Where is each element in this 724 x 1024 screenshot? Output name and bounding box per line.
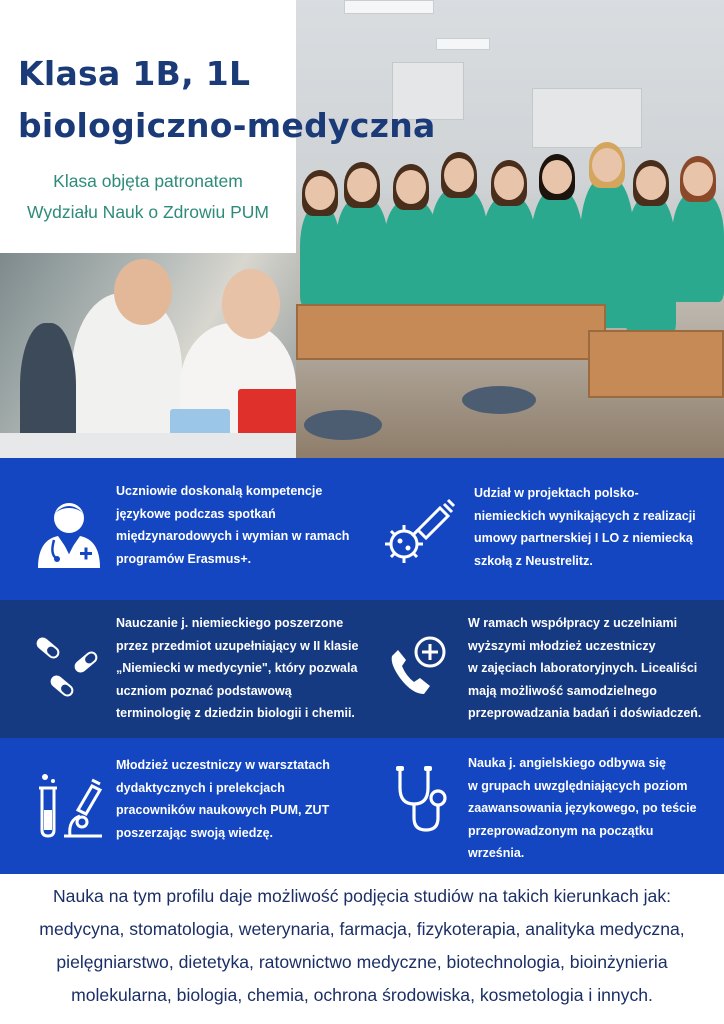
item-line: szkołą z Neustrelitz.	[474, 553, 593, 568]
info-item-workshops	[116, 754, 378, 844]
student	[430, 188, 488, 310]
lab-work-photo	[0, 253, 296, 458]
item-line: wyższymi młodzież uczestniczy	[468, 638, 656, 653]
page-title	[18, 48, 488, 152]
footer-line: molekularna, biologia, chemia, ochrona środowiska, kosmetologia i innych.	[71, 985, 653, 1005]
info-item-english	[468, 752, 720, 865]
item-line: Młodzież uczestniczy w warsztatach	[116, 758, 330, 772]
subtitle-line: Wydziału Nauk o Zdrowiu PUM	[26, 202, 269, 222]
lab-table	[296, 304, 606, 360]
lab-table	[588, 330, 724, 398]
item-line: językowe podczas spotkań	[116, 506, 276, 521]
lab-stool	[304, 410, 382, 440]
info-item-university-labs	[468, 612, 720, 725]
item-line: umowy partnerskiej I LO z niemiecką	[474, 531, 693, 545]
item-line: zaawansowania językowego, po teście	[468, 801, 697, 815]
stethoscope-icon	[392, 764, 450, 836]
student-head	[222, 269, 280, 339]
doctor-icon	[34, 496, 104, 570]
item-line: terminologię z dziedzin biologii i chemii.	[116, 706, 355, 720]
student	[672, 192, 724, 302]
ceiling-lamp	[344, 0, 434, 14]
item-line: przeprowadzonym na początku	[468, 823, 654, 838]
pills-icon	[34, 630, 104, 702]
item-line: września.	[468, 846, 525, 860]
footer-line: Nauka na tym profilu daje możliwość podjęcia studiów na takich kierunkach jak:	[52, 886, 672, 906]
item-line: programów Erasmus+.	[116, 551, 252, 566]
item-line: pracowników naukowych PUM, ZUT	[116, 803, 330, 817]
phone-plus-icon	[384, 634, 450, 700]
item-line: mają możliwość samodzielnego	[468, 683, 657, 698]
item-line: Udział w projektach polsko-	[474, 486, 639, 500]
item-line: W ramach współpracy z uczelniami	[468, 616, 678, 630]
patronage-subtitle	[0, 166, 296, 228]
info-item-erasmus	[116, 480, 376, 570]
item-line: „Niemiecki w medycynie", który pozwala	[116, 661, 358, 675]
virus-syringe-icon	[378, 490, 458, 572]
footer-line: medycyna, stomatologia, weterynaria, farmacja, fizykoterapia, analityka medyczna,	[39, 919, 685, 939]
study-directions-footer	[0, 876, 724, 1024]
wall-cabinet	[532, 88, 642, 148]
item-line: uczniom poznać podstawową	[116, 683, 292, 698]
item-line: dydaktycznych i prelekcjach	[116, 780, 285, 795]
student	[626, 196, 676, 336]
item-line: w zajęciach laboratoryjnych. Licealiści	[468, 661, 698, 675]
title-line: Klasa 1B, 1L	[18, 54, 251, 93]
lab-bench	[0, 433, 296, 458]
title-line: biologiczno-medyczna	[18, 106, 436, 145]
item-line: przez przedmiot uzupełniający w II klasie	[116, 638, 359, 653]
item-line: przeprowadzania badań i doświadczeń.	[468, 706, 702, 720]
student	[482, 196, 536, 316]
item-line: niemieckich wynikających z realizacji	[474, 508, 696, 523]
footer-line: pielęgniarstwo, dietetyka, ratownictwo medyczne, biotechnologia, bioinżynieria	[56, 952, 668, 972]
item-line: międzynarodowych i wymian w ramach	[116, 529, 350, 543]
item-line: w grupach uwzględniających poziom	[468, 778, 688, 793]
student-head	[114, 259, 172, 325]
info-item-partnership	[474, 482, 720, 572]
item-line: poszerzając swoją wiedzę.	[116, 825, 274, 840]
student	[300, 206, 340, 306]
student	[336, 198, 388, 308]
info-item-german-medicine	[116, 612, 378, 725]
microscope-icon	[34, 770, 106, 840]
item-line: Uczniowie doskonalą kompetencje	[116, 484, 323, 498]
item-line: Nauczanie j. niemieckiego poszerzone	[116, 616, 344, 630]
lab-stool	[462, 386, 536, 414]
subtitle-line: Klasa objęta patronatem	[53, 171, 243, 191]
item-line: Nauka j. angielskiego odbywa się	[468, 756, 666, 770]
